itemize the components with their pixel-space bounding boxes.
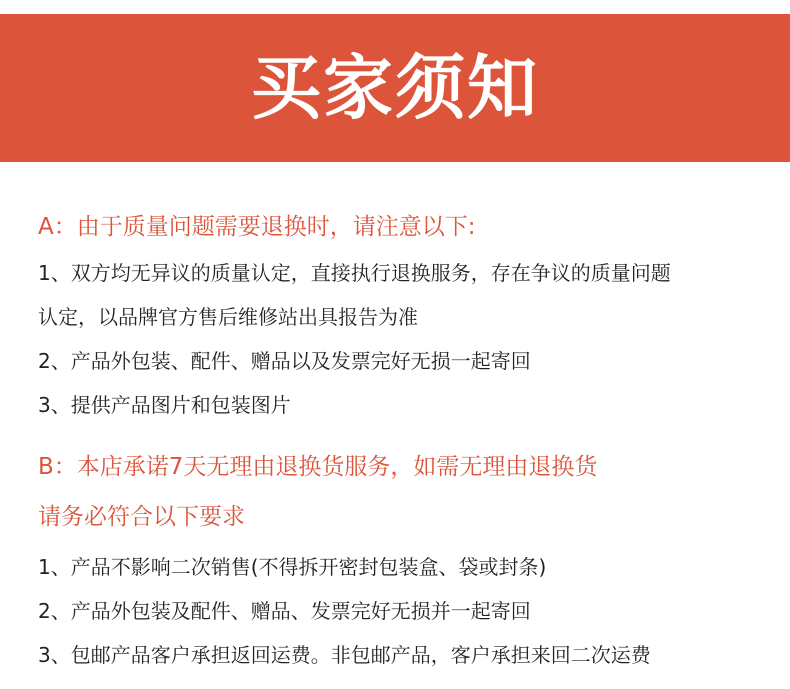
list-item: 3、提供产品图片和包装图片 [38, 393, 291, 417]
banner [0, 14, 790, 162]
list-item: 1、产品不影响二次销售(不得拆开密封包装盒、袋或封条) [38, 555, 547, 579]
section-a-heading: A：由于质量问题需要退换时，请注意以下: [38, 214, 476, 240]
section-quality-return [38, 205, 760, 427]
section-b-heading-line2: 请务必符合以下要求 [38, 504, 245, 530]
list-item: 2、产品外包装、配件、赠品以及发票完好无损一起寄回 [38, 349, 531, 373]
section-b-heading-line1: B：本店承诺7天无理由退换货服务，如需无理由退换货 [38, 454, 598, 480]
list-item: 1、双方均无异议的质量认定，直接执行退换服务，存在争议的质量问题 [38, 261, 671, 285]
list-item: 3、包邮产品客户承担返回运费。非包邮产品，客户承担来回二次运费 [38, 643, 651, 667]
list-item: 2、产品外包装及配件、赠品、发票完好无损并一起寄回 [38, 599, 531, 623]
section-no-reason-return [38, 445, 760, 677]
list-item: 认定，以品牌官方售后维修站出具报告为准 [38, 305, 418, 329]
page-title: 买家须知 [251, 47, 539, 129]
